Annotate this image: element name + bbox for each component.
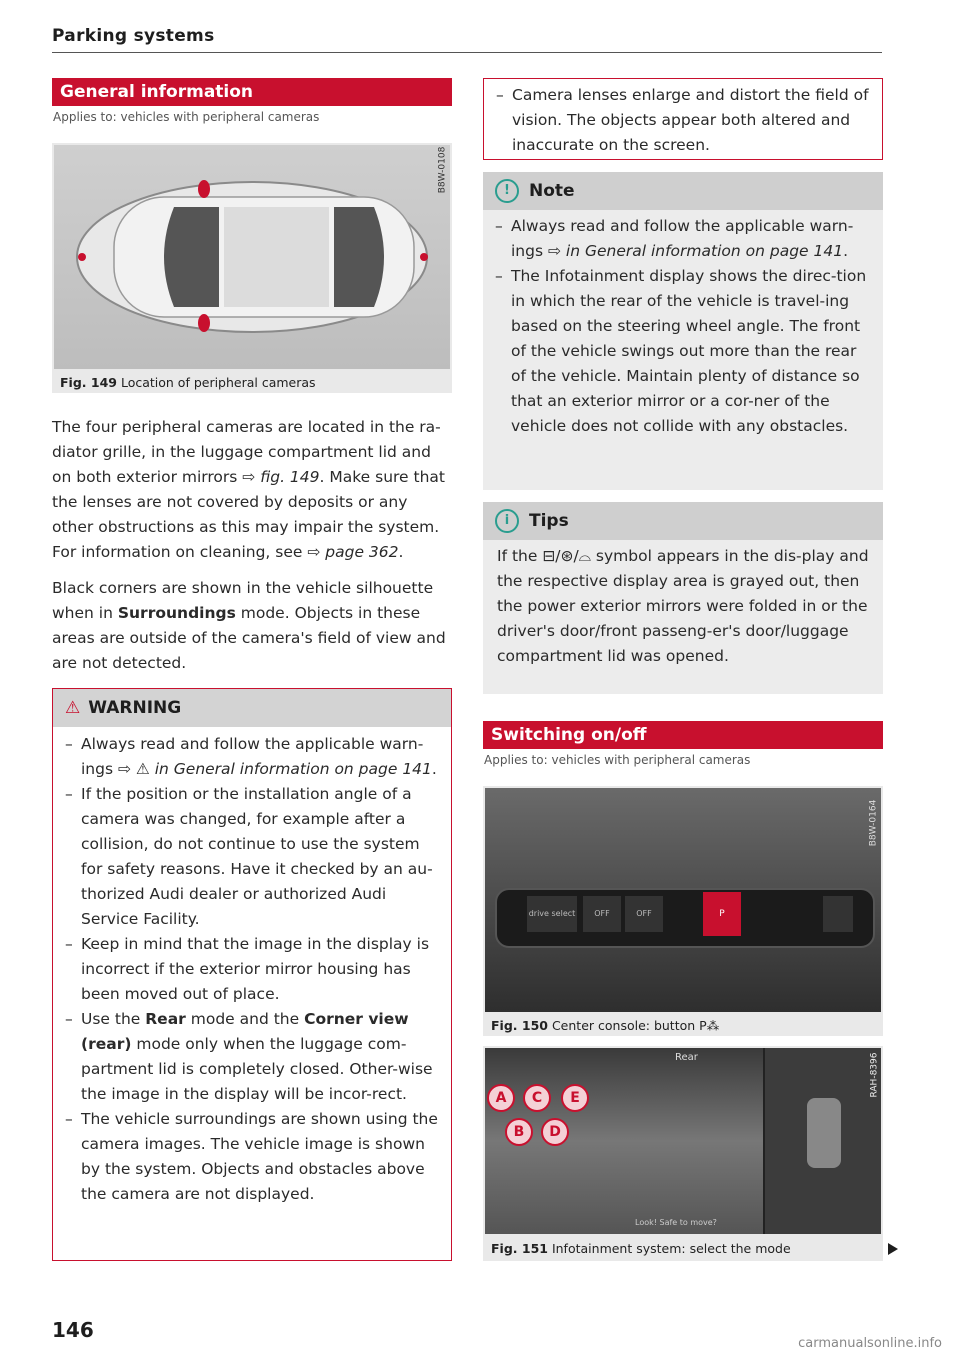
mode-name: Surroundings (117, 604, 236, 622)
callout-a: A (487, 1084, 515, 1112)
list-item: – Camera lenses enlarge and distort the field of vision. The objects appear both altered and inaccurate on the screen. (494, 83, 874, 158)
page-reference-link[interactable]: in General information on page 141 (154, 760, 432, 778)
tips-box (483, 502, 883, 694)
text: . (431, 760, 437, 778)
parking-system-button[interactable]: P (703, 892, 741, 936)
text: mode only when the luggage com-partment lid is completely closed. Other-wise the image in the display will be incor-rect. (81, 1035, 433, 1103)
text: Use the (81, 1010, 146, 1028)
vehicle-icon (807, 1098, 841, 1168)
text: Always read and follow the applicable warn-ings ⇨ ⚠ (81, 735, 424, 778)
callout-d: D (541, 1118, 569, 1146)
car-silhouette-icon (54, 145, 450, 369)
section-title-switching-on-off: Switching on/off (483, 721, 883, 749)
warning-header (53, 689, 451, 727)
text: The four peripheral cameras are located in the ra-diator grille, in the luggage compartment lid and on both exterior mirrors ⇨ (52, 418, 441, 486)
warning-continued-box (483, 78, 883, 160)
fig-reference-link[interactable]: fig. 149 (260, 468, 320, 486)
figure-150 (483, 786, 883, 1036)
note-title: Note (529, 181, 575, 201)
note-box (483, 172, 883, 490)
list-item: – Keep in mind that the image in the display is incorrect if the exterior mirror housing has been moved out of place. (63, 932, 443, 1007)
applies-to-text: Applies to: vehicles with peripheral cameras (53, 110, 320, 124)
list-item: – If the position or the installation angle of a camera was changed, for example after a collision, do not continue to use the system for safety reasons. Have it checked by an au-thorized Audi dealer or authorized Audi Service Facility. (63, 782, 443, 932)
list-item: – The vehicle surroundings are shown using the camera images. The vehicle image is shown by the system. Objects and obstacles above the camera are not displayed. (63, 1107, 443, 1207)
text: . (398, 543, 404, 561)
watermark: carmanualsonline.info (798, 1336, 942, 1351)
section-title-general-information: General information (52, 78, 452, 106)
figure-caption-text: Infotainment system: select the mode (551, 1241, 791, 1256)
warning-title: WARNING (88, 698, 182, 718)
mode-name: Rear (145, 1010, 186, 1028)
note-header (483, 172, 883, 210)
figure-caption (491, 1018, 719, 1033)
note-list (483, 210, 883, 439)
figure-code: B8W-0108 (437, 146, 448, 194)
page-reference-link[interactable]: in General information on page 141 (565, 242, 844, 260)
callout-c: C (523, 1084, 551, 1112)
callout-b: B (505, 1118, 533, 1146)
figure-code: B8W-0164 (868, 799, 879, 847)
esc-off-button[interactable]: OFF (625, 896, 663, 932)
text: Black corners are shown in the vehicle silhouette when in (52, 579, 434, 622)
assist-off-button[interactable]: OFF (583, 896, 621, 932)
list-item (63, 732, 443, 782)
mode-name: Corner view (rear) (81, 1010, 409, 1053)
figure-151 (483, 1046, 883, 1261)
figure-caption (491, 1241, 791, 1256)
rear-window-button[interactable] (823, 896, 853, 932)
warning-list (53, 727, 451, 1207)
continued-list (484, 79, 882, 158)
text: mode. Objects in these areas are outside of the camera's field of view and are not detected. (52, 604, 446, 672)
tips-title: Tips (529, 511, 569, 531)
list-item (63, 1007, 443, 1107)
applies-to-text: Applies to: vehicles with peripheral cameras (484, 753, 751, 767)
drive-select-button[interactable]: drive select (527, 896, 577, 932)
text: . Make sure that the lenses are not covered by deposits or any other obstructions as this may impair the system. For information on cleaning, see ⇨ (52, 468, 445, 561)
infotainment-screen-image (485, 1048, 881, 1234)
figure-label: Fig. 151 (491, 1241, 548, 1256)
figure-caption-text: Location of peripheral cameras (120, 375, 316, 390)
text: . (843, 242, 849, 260)
continue-arrow-icon (888, 1243, 898, 1255)
page-number: 146 (52, 1318, 94, 1342)
paragraph-black-corners (52, 576, 452, 676)
note-exclamation-icon: ! (495, 179, 519, 203)
tips-header (483, 502, 883, 540)
safety-warning-text: Look! Safe to move? (635, 1218, 717, 1227)
warning-box (52, 688, 452, 1261)
info-icon: i (495, 509, 519, 533)
list-item (493, 214, 875, 264)
header-divider (52, 52, 882, 53)
text: Always read and follow the applicable warn-ings ⇨ (511, 217, 854, 260)
page-header-title: Parking systems (52, 26, 215, 46)
callout-e: E (561, 1084, 589, 1112)
screen-title: Rear (675, 1052, 698, 1063)
text: mode and the (185, 1010, 305, 1028)
warning-triangle-icon: ⚠ (65, 698, 81, 718)
figure-label: Fig. 150 (491, 1018, 548, 1033)
paragraph-camera-locations (52, 415, 452, 565)
surroundings-view (765, 1048, 881, 1234)
tips-text: If the ⊟/⊛/⌓ symbol appears in the dis-play and the respective display area is grayed out, then the power exterior mirrors were folded in or the driver's door/front passeng-er's door/luggage compartment lid was opened. (497, 547, 869, 665)
car-top-view-image (54, 145, 450, 369)
figure-caption-text: Center console: button P⁂ (551, 1018, 720, 1033)
figure-149 (52, 143, 452, 393)
center-console-image (485, 788, 881, 1012)
figure-label: Fig. 149 (60, 375, 117, 390)
list-item: – The Infotainment display shows the direc-tion in which the rear of the vehicle is travel-ing based on the steering wheel angle. The front of the vehicle swings out more than the rear of the vehicle. Maintain plenty of distance so that an exterior mirror or a cor-ner of the vehicle does not collide with any obstacles. (493, 264, 875, 439)
figure-code: RAH-8396 (869, 1052, 880, 1098)
page-reference-link[interactable]: page 362 (325, 543, 399, 561)
figure-caption (60, 375, 316, 390)
